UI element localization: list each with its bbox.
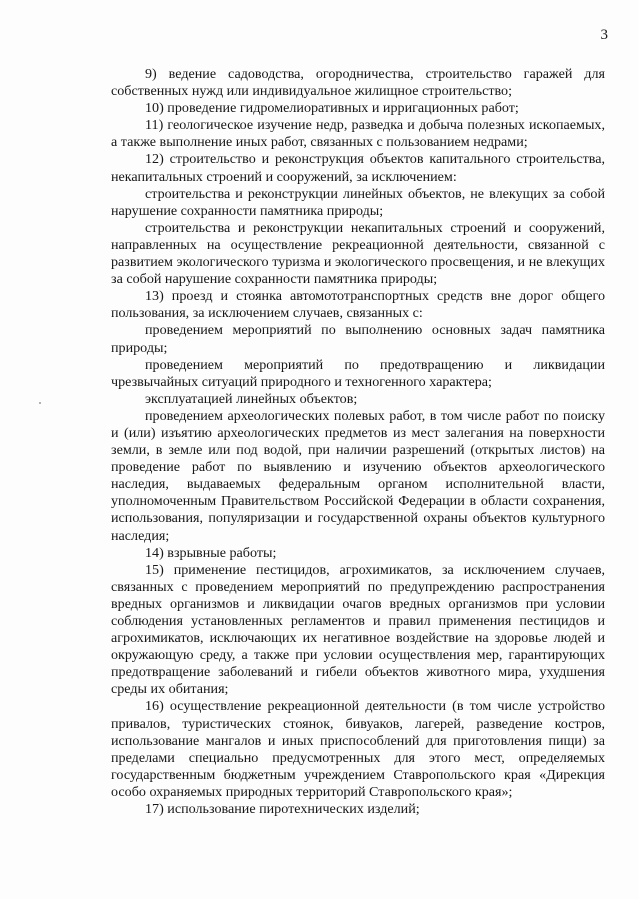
paragraph-exception-emergencies: проведением мероприятий по предотвращению и ликвидации чрезвычайных ситуаций природного и техногенного характера; xyxy=(111,356,605,390)
paragraph-item-9: 9) ведение садоводства, огородничества, строительство гаражей для собственных нужд или индивидуальное жилищное строительство; xyxy=(111,66,605,100)
document-body xyxy=(111,66,605,818)
paragraph-item-11: 11) геологическое изучение недр, разведка и добыча полезных ископаемых, а также выполнение иных работ, связанных с пользованием недрами; xyxy=(111,117,605,151)
paragraph-exception-recreation-structures: строительства и реконструкции некапитальных строений и сооружений, направленных на осуществление рекреационной деятельности, связанной с развитием экологического туризма и экологического просвещения, и не влекущих за собой нарушение сохранности памятника природы; xyxy=(111,219,605,288)
paragraph-exception-linear-operation: эксплуатацией линейных объектов; xyxy=(145,390,358,407)
paragraph-exception-linear-objects: строительства и реконструкции линейных объектов, не влекущих за собой нарушение сохранности памятника природы; xyxy=(111,185,605,219)
paragraph-item-15: 15) применение пестицидов, агрохимикатов, за исключением случаев, связанных с проведением мероприятий по предупреждению распространения вредных организмов и ликвидации очагов вредных организмов при условии соблюдения установленных регламентов и правил применения пестицидов и агрохимикатов, исключающих их негативное воздействие на здоровье людей и окружающую среду, а также при условии осуществления мер, гарантирующих предотвращение заболеваний и гибели объектов животного мира, ухудшения среды их обитания; xyxy=(111,561,605,698)
page-number: 3 xyxy=(600,27,608,43)
paragraph-item-12: 12) строительство и реконструкция объектов капитального строительства, некапитальных строений и сооружений, за исключением: xyxy=(111,151,605,185)
scan-dot xyxy=(39,402,41,404)
paragraph-item-10: 10) проведение гидромелиоративных и ирригационных работ; xyxy=(145,100,519,117)
paragraph-item-14: 14) взрывные работы; xyxy=(145,544,277,561)
paragraph-item-17: 17) использование пиротехнических изделий; xyxy=(145,801,420,818)
paragraph-item-13: 13) проезд и стоянка автомототранспортных средств вне дорог общего пользования, за исключением случаев, связанных с: xyxy=(111,288,605,322)
paragraph-exception-archaeology: проведением археологических полевых работ, в том числе работ по поиску и (или) изъятию археологических предметов из мест залегания на поверхности земли, в земле или под водой, при наличии разрешений (открытых листов) на проведение работ по выявлению и изучению объектов археологического наследия, выдаваемых федеральным органом исполнительной власти, уполномоченным Правительством Российской Федерации в области сохранения, использования, популяризации и государственной охраны объектов культурного наследия; xyxy=(111,407,605,544)
paragraph-item-16: 16) осуществление рекреационной деятельности (в том числе устройство привалов, туристических стоянок, бивуаков, лагерей, разведение костров, использование мангалов и иных приспособлений для приготовления пищи) за пределами специально предусмотренных для этого мест, определяемых государственным бюджетным учреждением Ставропольского края «Дирекция особо охраняемых природных территорий Ставропольского края»; xyxy=(111,698,605,800)
paragraph-exception-main-tasks: проведением мероприятий по выполнению основных задач памятника природы; xyxy=(111,322,605,356)
